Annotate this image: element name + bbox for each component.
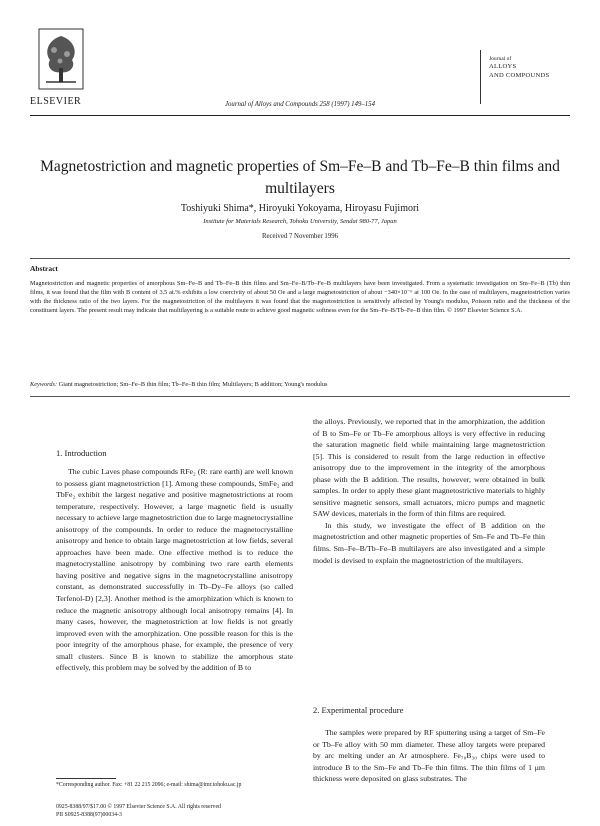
left-column bbox=[56, 466, 293, 674]
intro-paragraph: The cubic Laves phase compounds RFe₂ (R: rare earth) are well known to possess giant magnetostriction [1]. Among these compounds, SmFe₂ and TbFe₂ exhibit the largest negative and positive magnetostrictions at room temperature, respectively. However, a large magnetic field is usually necessary to achieve large magnetostriction due to large magnetocrystalline anisotropy of the compounds. In order to reduce the magnetocrystalline anisotropy and hence to obtain large magnetostriction at low fields, several approaches have been made. One effective method is to reduce the magnetocrystalline anisotropy by combining two rare earth elements having positive and negative signs in the magnetocrystalline anisotropy constant, as demonstrated successfully in Tb–Dy–Fe alloys (so called Terfenol-D) [2,3]. Another method is the amorphization which is known to reduce the magnetic anisotropy although local anisotropy remains [4]. In many cases, however, the magnetostriction at low fields is not greatly improved even with the amorphization. One possible reason for this is the poor integrity of the amorphous phase, for example, the presence of very small clusters. Since B is known to stabilize the amorphous state effectively, this problem may be solved by the addition of B to bbox=[56, 467, 293, 673]
intro-paragraph: In this study, we investigate the effect of B addition on the magnetostriction and other magnetic properties of Sm–Fe and Tb–Fe thin films. Sm–Fe–B/Tb–Fe–B multilayers are also investigated and a simple model is devised to explain the magnetostriction of the multilayers. bbox=[313, 520, 545, 565]
keywords-label: Keywords: bbox=[30, 381, 58, 388]
elsevier-tree-logo bbox=[38, 28, 84, 90]
journal-logo-line1: Journal of bbox=[489, 56, 512, 62]
footnote-rule bbox=[56, 778, 116, 779]
keywords-list: Giant magnetostriction; Sm–Fe–B thin film; Tb–Fe–B thin film; Multilayers; B addition; Young's modulus bbox=[58, 381, 328, 388]
right-column bbox=[313, 416, 545, 566]
affiliation: Institute for Materials Research, Tohoku University, Sendai 980-77, Japan bbox=[203, 218, 397, 225]
pii-line: PII S0925-8388(97)00034-3 bbox=[56, 811, 122, 818]
copyright-notice bbox=[56, 804, 356, 819]
copyright-line: 0925-8388/97/$17.00 © 1997 Elsevier Science S.A. All rights reserved bbox=[56, 804, 221, 810]
received-date: Received 7 November 1996 bbox=[261, 233, 339, 240]
intro-paragraph-continued: the alloys. Previously, we reported that in the amorphization, the addition of B to Sm–Fe or Tb–Fe amorphous alloys is very effective in reducing the saturation magnetic field while maintaining large magnetostriction [5]. This is considered to result from the large reduction in effective anisotropy due to the improvement in the integrity of the amorphous phase with the B addition. The results, however, were obtained in bulk samples. In order to apply these giant magnetostrictive materials to highly sensitive magnetic sensors, small actuators, micro pumps and magnetic SAW devices, materials in the form of thin films are required. bbox=[313, 417, 545, 519]
keywords bbox=[30, 380, 570, 389]
section-heading-experimental: 2. Experimental procedure bbox=[313, 705, 404, 715]
abstract-top-rule bbox=[30, 258, 570, 259]
journal-logo-line3: AND COMPOUNDS bbox=[489, 72, 550, 79]
journal-logo-line2: ALLOYS bbox=[489, 63, 517, 70]
experimental-paragraph: The samples were prepared by RF sputtering using a target of Sm–Fe or Tb–Fe alloy with 50 mm diameter. These alloy targets were prepared by arc melting under an Ar atmosphere. Fe₇₀B₃₀ chips were used to introduce B to the Sm–Fe and Tb–Fe thin films. The thin films of 1 μm thickness were deposited on glass substrates. The bbox=[313, 728, 545, 784]
abstract-bottom-rule bbox=[30, 396, 570, 397]
journal-citation: Journal of Alloys and Compounds 258 (1997) 149–154 bbox=[225, 101, 375, 108]
article-title: Magnetostriction and magnetic properties of Sm–Fe–B and Tb–Fe–B thin films and multilayers bbox=[40, 158, 560, 197]
experimental-column bbox=[313, 727, 545, 785]
corresponding-author-footnote: *Corresponding author. Fax: +81 22 215 2096; e-mail: shima@imr.tohoku.ac.jp bbox=[56, 782, 242, 788]
header-rule bbox=[30, 115, 570, 116]
author-list: Toshiyuki Shima*, Hiroyuki Yokoyama, Hiroyasu Fujimori bbox=[180, 203, 420, 214]
publisher-name: ELSEVIER bbox=[30, 96, 82, 107]
abstract-heading: Abstract bbox=[30, 264, 58, 273]
section-heading-introduction: 1. Introduction bbox=[56, 448, 107, 458]
abstract-body: Magnetostriction and magnetic properties of amorphous Sm–Fe–B and Tb–Fe–B thin films and Sm–Fe–B/Tb–Fe–B multilayers have been investigated. From a systematic investigation on Sm–Fe–B (Tb) thin films, it was found that the film with B content of 3.5 at.% exhibits a low coercivity of about 50 Oe and a large magnetostriction of about −340×10⁻⁶ at 100 Oe. In the case of multilayers, magnetostriction varies with the thickness ratio of the two layers. For the magnetostriction of the multilayers it was found that the magnetostriction is sensitively affected by Young's modulus, Poisson ratio and the thickness of the constituent layers. The present result may indicate that multilayering is a suitable route to achieve good magnetic softness even for the Sm–Fe–B/Tb–Fe–B thin film. © 1997 Elsevier Science S.A. bbox=[30, 280, 570, 315]
journal-logo bbox=[480, 50, 573, 104]
